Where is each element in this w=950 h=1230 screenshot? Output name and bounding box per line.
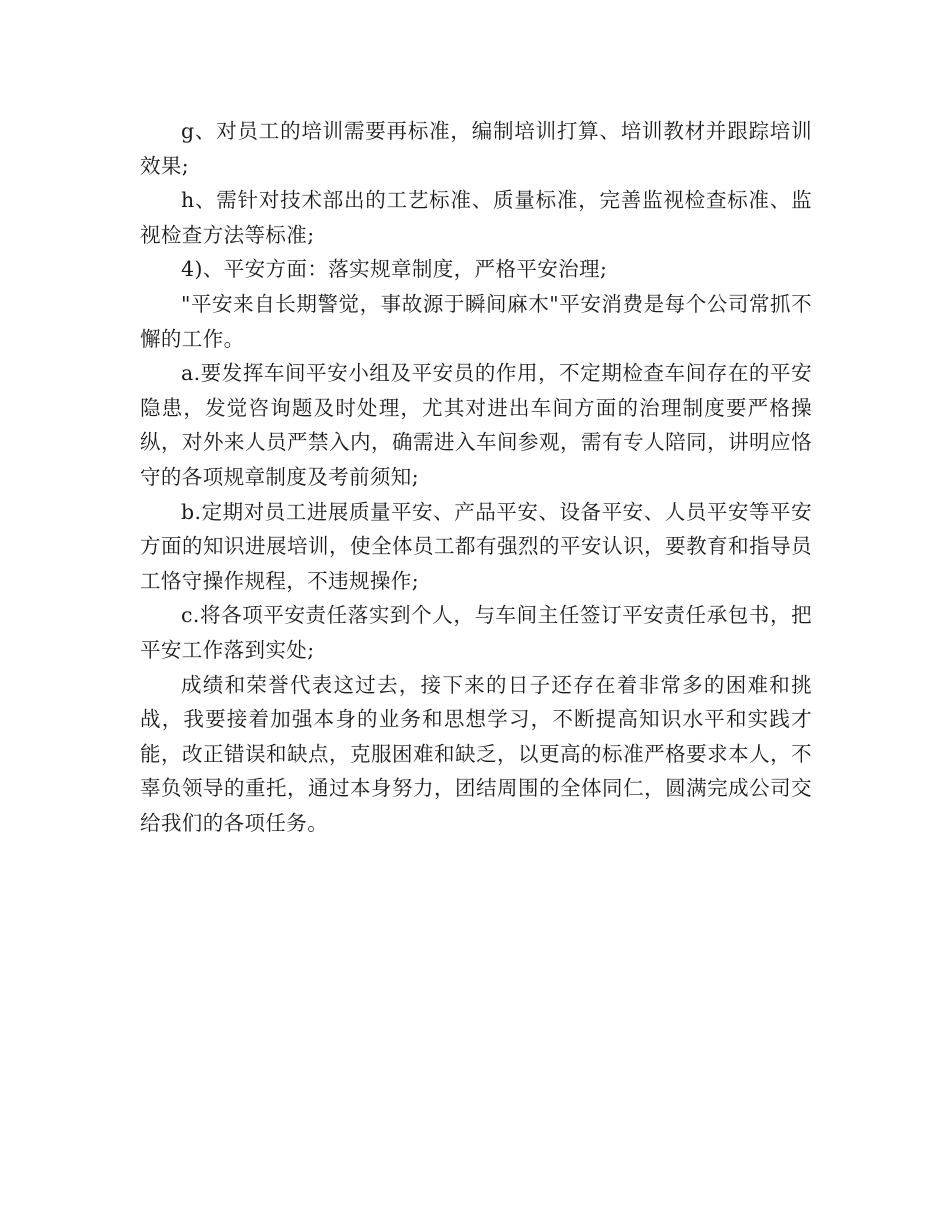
- paragraph-training: g、对员工的培训需要再标准，编制培训打算、培训教材并跟踪培训效果;: [140, 119, 812, 178]
- paragraph-item-a: a.要发挥车间平安小组及平安员的作用，不定期检查车间存在的平安隐患，发觉咨询题及时处理，尤其对进出车间方面的治理制度要严格操纵，对外来人员严禁入内，确需进入车间参观，需有专人陪同，讲明应恪守的各项规章制度及考前须知;: [140, 361, 812, 489]
- paragraph-safety-intro: "平安来自长期警觉，事故源于瞬间麻木"平安消费是每个公司常抓不懈的工作。: [140, 291, 812, 351]
- paragraph-item-b: b.定期对员工进展质量平安、产品平安、设备平安、人员平安等平安方面的知识进展培训，使全体员工都有强烈的平安认识，要教育和指导员工恪守操作规程，不违规操作;: [140, 499, 812, 593]
- document-body: [140, 114, 812, 840]
- paragraph-item-c: c.将各项平安责任落实到个人，与车间主任签订平安责任承包书，把平安工作落到实处;: [140, 603, 812, 662]
- paragraph-conclusion: 成绩和荣誉代表这过去，接下来的日子还存在着非常多的困难和挑战，我要接着加强本身的业务和思想学习，不断提高知识水平和实践才能，改正错误和缺点，克服困难和缺乏，以更高的标准严格要求本人，不辜负领导的重托，通过本身努力，团结周围的全体同仁，圆满完成公司交给我们的各项任务。: [140, 672, 812, 835]
- paragraph-standards: h、需针对技术部出的工艺标准、质量标准，完善监视检查标准、监视检查方法等标准;: [140, 188, 812, 247]
- paragraph-safety-heading: 4)、平安方面：落实规章制度，严格平安治理;: [181, 257, 608, 282]
